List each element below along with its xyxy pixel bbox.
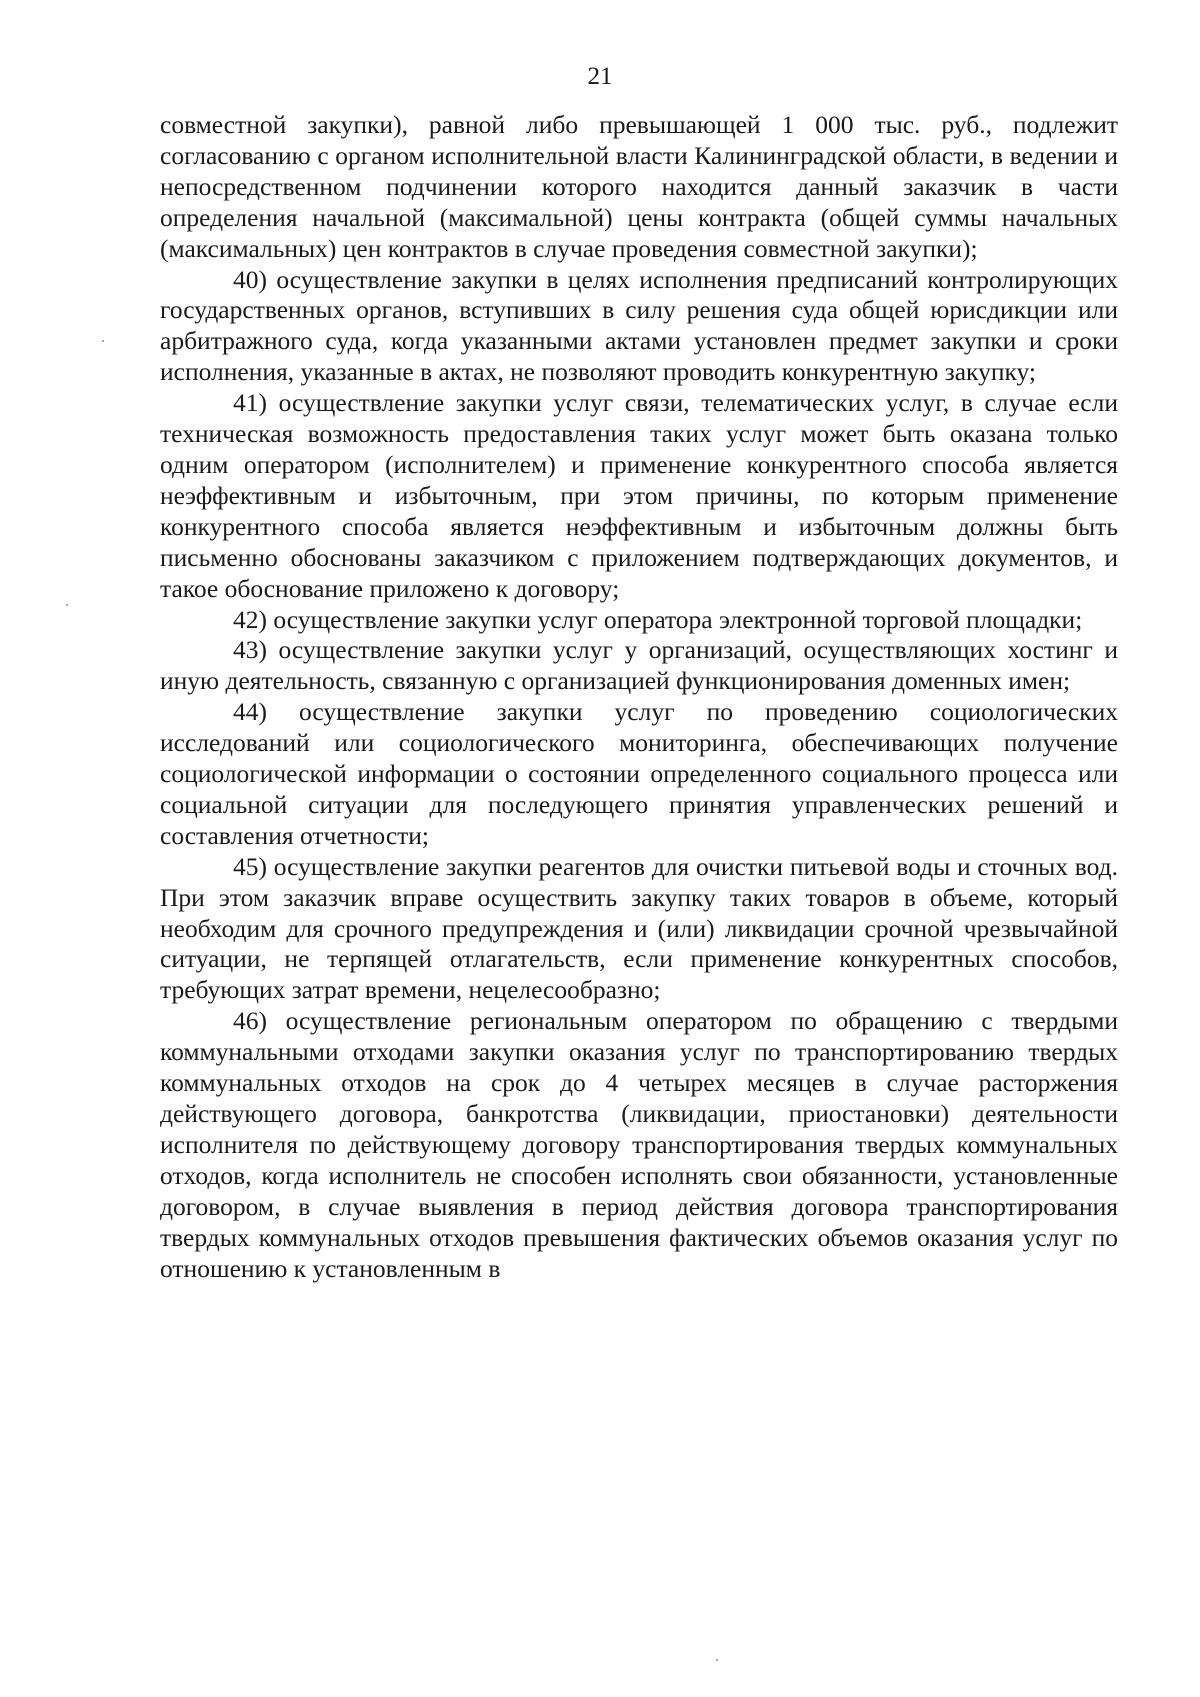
- document-body: [160, 110, 1118, 1284]
- paragraph-item-41: 41) осуществление закупки услуг связи, телематических услуг, в случае если техническая возможность предоставления таких услуг может быть оказана только одним оператором (исполнителем) и применение конкурентного способа является неэффективным и избыточным, при этом причины, по которым применение конкурентного способа является неэффективным и избыточным должны быть письменно обоснованы заказчиком с приложением подтверждающих документов, и такое обоснование приложено к договору;: [160, 388, 1118, 603]
- paragraph-item-44: 44) осуществление закупки услуг по проведению социологических исследований или социологического мониторинга, обеспечивающих получение социологической информации о состоянии определенного социального процесса или социальной ситуации для последующего принятия управленческих решений и составления отчетности;: [160, 697, 1118, 850]
- scan-speck: [716, 1659, 718, 1661]
- paragraph-continuation: совместной закупки), равной либо превышающей 1 000 тыс. руб., подлежит согласованию с органом исполнительной власти Калининградской области, в ведении и непосредственном подчинении которого находится данный заказчик в части определения начальной (максимальной) цены контракта (общей суммы начальных (максимальных) цен контрактов в случае проведения совместной закупки);: [160, 110, 1118, 263]
- scan-speck: [66, 604, 68, 606]
- paragraph-item-46: 46) осуществление региональным оператором по обращению с твердыми коммунальными отходами закупки оказания услуг по транспортированию твердых коммунальных отходов на срок до 4 четырех месяцев в случае расторжения действующего договора, банкротства (ликвидации, приостановки) деятельности исполнителя по действующему договору транспортирования твердых коммунальных отходов, когда исполнитель не способен исполнять свои обязанности, установленные договором, в случае выявления в период действия договора транспортирования твердых коммунальных отходов превышения фактических объемов оказания услуг по отношению к установленным в: [160, 1006, 1118, 1283]
- paragraph-item-43: 43) осуществление закупки услуг у организаций, осуществляющих хостинг и иную деятельность, связанную с организацией функционирования доменных имен;: [160, 635, 1118, 696]
- paragraph-item-40: 40) осуществление закупки в целях исполнения предписаний контролирующих государственных органов, вступивших в силу решения суда общей юрисдикции или арбитражного суда, когда указанными актами установлен предмет закупки и сроки исполнения, указанные в актах, не позволяют проводить конкурентную закупку;: [160, 264, 1118, 387]
- scan-speck: [102, 340, 104, 342]
- paragraph-item-45: 45) осуществление закупки реагентов для очистки питьевой воды и сточных вод. При этом заказчик вправе осуществить закупку таких товаров в объеме, который необходим для срочного предупреждения и (или) ликвидации срочной чрезвычайной ситуации, не терпящей отлагательств, если применение конкурентных способов, требующих затрат времени, нецелесообразно;: [160, 851, 1118, 1005]
- page-number: 21: [587, 63, 613, 90]
- paragraph-item-42: 42) осуществление закупки услуг оператора электронной торговой площадки;: [233, 604, 1083, 634]
